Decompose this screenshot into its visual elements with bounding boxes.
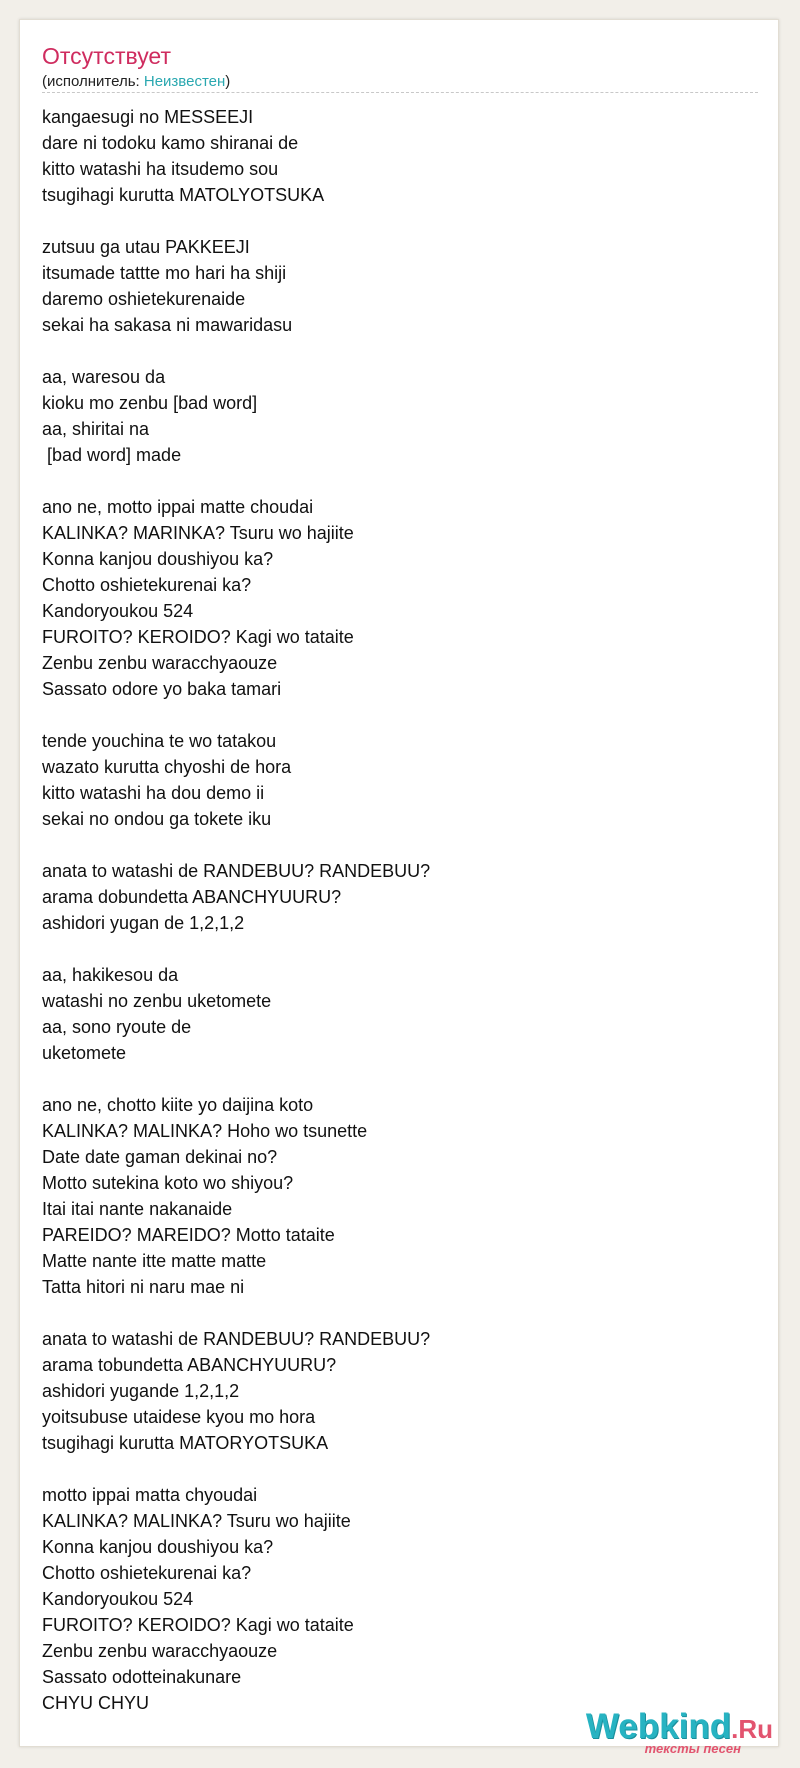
lyric-line: yoitsubuse utaidese kyou mo hora [42, 1407, 316, 1427]
lyric-line: watashi no zenbu uketomete [42, 991, 272, 1011]
lyric-line: KALINKA? MALINKA? Hoho wo tsunette [42, 1121, 368, 1141]
lyric-line: aa, shiritai na [42, 419, 150, 439]
artist-suffix: ) [225, 73, 231, 90]
lyric-line: ano ne, chotto kiite yo daijina koto [42, 1095, 314, 1115]
lyric-line: sekai no ondou ga tokete iku [42, 809, 272, 829]
lyric-line: Date date gaman dekinai no? [42, 1147, 278, 1167]
lyric-line: arama tobundetta ABANCHYUURU? [42, 1355, 337, 1375]
lyric-blank-line [42, 936, 742, 962]
lyric-line: aa, sono ryoute de [42, 1017, 192, 1037]
lyric-line: kitto watashi ha dou demo ii [42, 783, 265, 803]
lyric-line: tsugihagi kurutta MATORYOTSUKA [42, 1433, 329, 1453]
logo-tld: .Ru [731, 1714, 773, 1744]
site-logo[interactable] [553, 1707, 773, 1756]
lyric-line: Sassato odotteinakunare [42, 1667, 242, 1687]
artist-link[interactable]: Неизвестен [143, 73, 226, 90]
lyric-line: arama dobundetta ABANCHYUURU? [42, 887, 342, 907]
lyric-line: Itai itai nante nakanaide [42, 1199, 233, 1219]
lyric-line: ano ne, motto ippai matte choudai [42, 497, 314, 517]
lyric-line: Chotto oshietekurenai ka? [42, 1563, 252, 1583]
lyric-blank-line [42, 1456, 742, 1482]
lyric-line: aa, waresou da [42, 367, 166, 387]
lyric-line: CHYU CHYU [42, 1693, 150, 1713]
lyric-line: dare ni todoku kamo shiranai de [42, 133, 299, 153]
lyric-line: Zenbu zenbu waracchyaouze [42, 1641, 278, 1661]
lyric-blank-line [42, 702, 742, 728]
lyric-line: aa, hakikesou da [42, 965, 179, 985]
lyric-line: wazato kurutta chyoshi de hora [42, 757, 292, 777]
lyric-line: zutsuu ga utau PAKKEEJI [42, 237, 250, 257]
lyric-line: Motto sutekina koto wo shiyou? [42, 1173, 294, 1193]
lyric-line: Chotto oshietekurenai ka? [42, 575, 252, 595]
lyric-line: [bad word] made [42, 445, 182, 465]
lyrics-text [42, 104, 742, 1716]
lyric-line: anata to watashi de RANDEBUU? RANDEBUU? [42, 1329, 431, 1349]
lyric-line: ashidori yugande 1,2,1,2 [42, 1381, 240, 1401]
lyric-line: Kandoryoukou 524 [42, 1589, 194, 1609]
lyric-line: kangaesugi no MESSEEJI [42, 107, 254, 127]
lyric-line: Tatta hitori ni naru mae ni [42, 1277, 245, 1297]
lyric-line: kioku mo zenbu [bad word] [42, 393, 258, 413]
lyric-line: Kandoryoukou 524 [42, 601, 194, 621]
lyric-line: itsumade tattte mo hari ha shiji [42, 263, 287, 283]
lyric-blank-line [42, 338, 742, 364]
song-title: Отсутствует [42, 43, 171, 69]
lyric-line: tsugihagi kurutta MATOLYOTSUKA [42, 185, 325, 205]
lyric-line: Konna kanjou doushiyou ka? [42, 549, 274, 569]
lyric-line: tende youchina te wo tatakou [42, 731, 277, 751]
title-divider [42, 92, 758, 93]
lyric-line: Sassato odore yo baka tamari [42, 679, 282, 699]
lyric-line: kitto watashi ha itsudemo sou [42, 159, 279, 179]
lyric-blank-line [42, 832, 742, 858]
logo-tagline: тексты песен [644, 1741, 741, 1756]
lyric-line: Matte nante itte matte matte [42, 1251, 267, 1271]
lyric-line: motto ippai matta chyoudai [42, 1485, 258, 1505]
lyric-line: daremo oshietekurenaide [42, 289, 246, 309]
lyric-line: anata to watashi de RANDEBUU? RANDEBUU? [42, 861, 431, 881]
artist-prefix: (исполнитель: [42, 73, 144, 90]
lyric-line: Zenbu zenbu waracchyaouze [42, 653, 278, 673]
lyric-blank-line [42, 208, 742, 234]
lyric-line: PAREIDO? MAREIDO? Motto tataite [42, 1225, 335, 1245]
lyric-line: KALINKA? MALINKA? Tsuru wo hajiite [42, 1511, 351, 1531]
lyric-line: ashidori yugan de 1,2,1,2 [42, 913, 245, 933]
lyric-line: Konna kanjou doushiyou ka? [42, 1537, 274, 1557]
lyric-line: FUROITO? KEROIDO? Kagi wo tataite [42, 1615, 354, 1635]
lyric-line: FUROITO? KEROIDO? Kagi wo tataite [42, 627, 354, 647]
lyric-line: uketomete [42, 1043, 127, 1063]
lyric-line: KALINKA? MARINKA? Tsuru wo hajiite [42, 523, 354, 543]
artist-line [42, 72, 230, 92]
lyric-line: sekai ha sakasa ni mawaridasu [42, 315, 293, 335]
lyric-blank-line [42, 468, 742, 494]
lyric-blank-line [42, 1300, 742, 1326]
lyric-blank-line [42, 1066, 742, 1092]
logo-name: Webkind [585, 1707, 732, 1746]
